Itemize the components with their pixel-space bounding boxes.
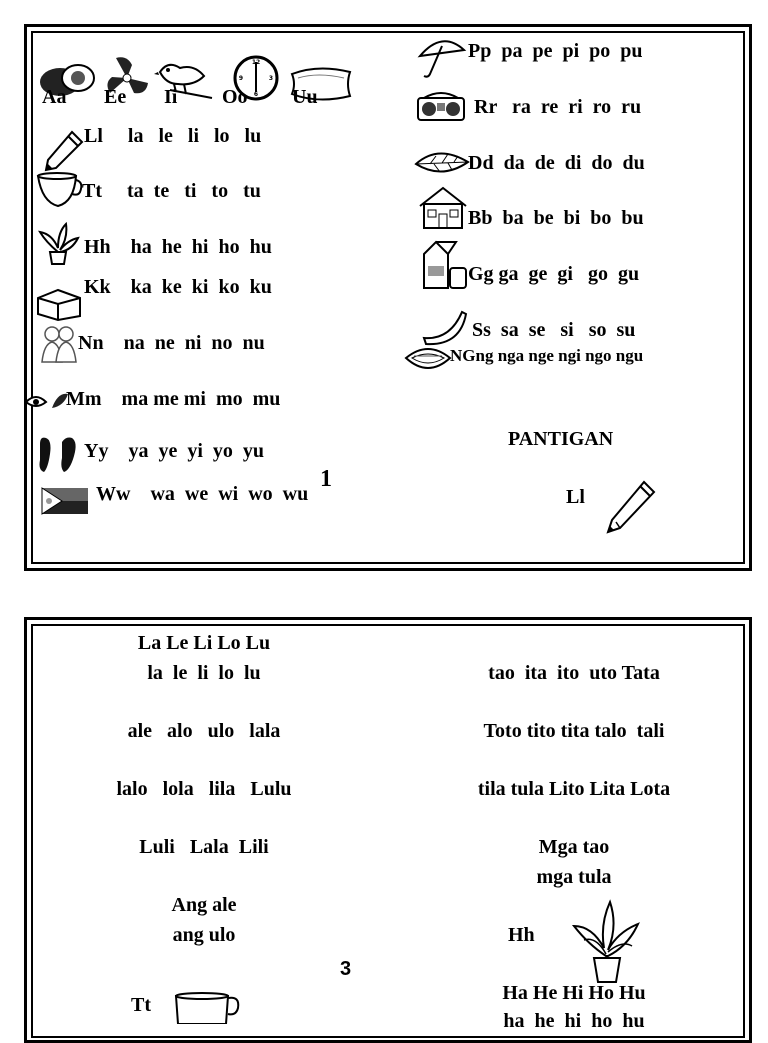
box-icon — [34, 284, 84, 322]
syllable-row: Pp pa pe pi po pu — [468, 40, 643, 62]
syllable-row: Bb ba be bi bo bu — [468, 207, 644, 229]
syllable-row: Rr ra re ri ro ru — [474, 96, 642, 118]
svg-text:9: 9 — [238, 75, 244, 82]
svg-text:6: 6 — [253, 91, 259, 98]
eye-icon — [24, 388, 70, 414]
syllable-row: Yy ya ye yi yo yu — [84, 440, 264, 462]
syllable-row: Mm ma me mi mo mu — [66, 388, 281, 410]
syllable-line: ha he hi ho hu — [503, 1010, 645, 1032]
phrase-line: Ang ale — [171, 894, 237, 916]
word-line: tila tula Lito Lita Lota — [477, 778, 671, 800]
word-line: ale alo ulo lala — [127, 720, 281, 742]
milk-icon — [420, 240, 470, 292]
pencil-icon — [604, 478, 658, 536]
syllable-row: Nn na ne ni no nu — [78, 332, 265, 354]
featured-letter: Ll — [566, 486, 585, 508]
pencil-icon — [42, 128, 86, 174]
page-title: PANTIGAN — [508, 428, 614, 450]
word-line: Luli Lala Lili — [139, 836, 269, 858]
flag-icon — [40, 484, 90, 518]
page-number: 3 — [340, 958, 352, 980]
page-number: 1 — [320, 466, 332, 492]
phrase-line: mga tula — [536, 866, 612, 888]
syllable-line: Ha He Hi Ho Hu — [502, 982, 646, 1004]
vowel-label: Uu — [292, 86, 318, 108]
cup-icon — [172, 990, 244, 1024]
syllable-row: Ww wa we wi wo wu — [96, 483, 309, 505]
syllable-row: Dd da de di do du — [468, 152, 645, 174]
phrase-line: Mga tao — [538, 836, 610, 858]
syllable-row: Ss sa se si so su — [472, 319, 636, 341]
syllable-line: La Le Li Lo Lu — [137, 632, 271, 654]
word-line: tao ita ito uto Tata — [488, 662, 660, 684]
svg-text:3: 3 — [268, 75, 274, 82]
vowel-label: Oo — [222, 86, 248, 108]
syllable-row: Hh ha he hi ho hu — [84, 236, 272, 258]
footprints-icon — [36, 434, 80, 476]
syllable-line: la le li lo lu — [147, 662, 261, 684]
syllable-row: Gg ga ge gi go gu — [468, 263, 640, 285]
cup-icon — [34, 170, 86, 212]
syllable-row: Tt ta te ti to tu — [82, 180, 261, 202]
syllable-row: NGng nga nge ngi ngo ngu — [450, 346, 644, 365]
vowel-label: Ee — [104, 86, 127, 108]
syllable-row: Ll la le li lo lu — [84, 125, 262, 147]
vowel-label: Ii — [164, 86, 178, 108]
leaf-icon — [414, 148, 470, 178]
grandparents-icon — [38, 322, 80, 364]
svg-text:12: 12 — [251, 59, 261, 66]
bird-icon — [154, 54, 214, 100]
house-icon — [418, 186, 468, 230]
vowel-label: Aa — [42, 86, 67, 108]
featured-letter: Hh — [508, 924, 535, 946]
mouth-icon — [404, 342, 452, 376]
plant-icon — [36, 222, 80, 268]
featured-letter: Tt — [131, 994, 151, 1016]
syllable-row: Kk ka ke ki ko ku — [84, 276, 272, 298]
radio-icon — [416, 88, 466, 124]
phrase-line: ang ulo — [172, 924, 236, 946]
word-line: Toto tito tita talo tali — [483, 720, 665, 742]
plant-icon — [566, 896, 646, 986]
umbrella-icon — [416, 34, 468, 80]
word-line: lalo lola lila Lulu — [116, 778, 292, 800]
